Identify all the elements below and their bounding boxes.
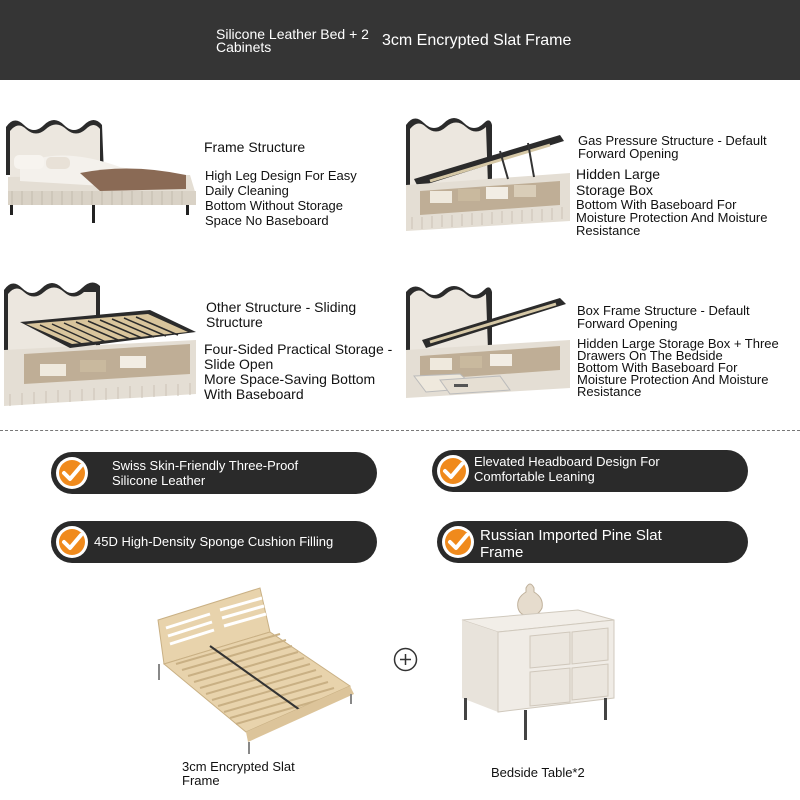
bed-sliding-slats-image bbox=[0, 270, 200, 415]
slat-frame-product-image bbox=[150, 582, 360, 757]
badge-label: 45D High-Density Sponge Cushion Filling bbox=[94, 534, 334, 549]
feature-desc: Hidden Large Storage Box Bottom With Baseboard For Moisture Protection And Moisture Resistance bbox=[576, 166, 768, 238]
bed-box-drawers-image bbox=[400, 280, 575, 410]
feature-frame-structure bbox=[0, 105, 400, 235]
feature-gas-pressure bbox=[400, 105, 800, 238]
bedside-table-product-image bbox=[458, 580, 618, 745]
slat-frame-title: 3cm Encrypted Slat Frame bbox=[382, 32, 572, 49]
badge-label: Elevated Headboard Design For Comfortable Leaning bbox=[474, 454, 660, 484]
feature-desc: High Leg Design For Easy Daily Cleaning Bottom Without Storage Space No Baseboard bbox=[205, 168, 357, 228]
feature-sliding-structure bbox=[0, 270, 400, 420]
feature-title: Box Frame Structure - Default Forward Opening bbox=[577, 303, 750, 331]
badge-label: Swiss Skin-Friendly Three-Proof Silicone Leather bbox=[112, 458, 299, 488]
plus-icon bbox=[393, 647, 418, 672]
feature-desc: Four-Sided Practical Storage - Slide Open More Space-Saving Bottom With Baseboard bbox=[204, 341, 393, 402]
check-badge-icon bbox=[55, 456, 89, 490]
check-badge-icon bbox=[441, 525, 475, 559]
feature-box-frame bbox=[400, 280, 800, 420]
feature-title: Frame Structure bbox=[204, 139, 306, 155]
feature-title: Gas Pressure Structure - Default Forward Opening bbox=[578, 133, 767, 161]
section-divider bbox=[0, 430, 800, 431]
feature-title: Other Structure - Sliding Structure bbox=[206, 299, 357, 330]
bedside-table-label: Bedside Table*2 bbox=[491, 765, 585, 780]
header-bar bbox=[0, 0, 800, 80]
bed-high-leg-image bbox=[0, 105, 200, 230]
badge-headboard bbox=[432, 450, 748, 492]
check-badge-icon bbox=[436, 454, 470, 488]
bed-set-title: Silicone Leather Bed + 2 Cabinets bbox=[216, 26, 369, 55]
badge-label: Russian Imported Pine Slat Frame bbox=[480, 527, 662, 561]
badge-sponge bbox=[51, 521, 377, 563]
check-badge-icon bbox=[55, 525, 89, 559]
slat-frame-label: 3cm Encrypted Slat Frame bbox=[182, 759, 295, 788]
badge-leather bbox=[51, 452, 377, 494]
feature-desc: Hidden Large Storage Box + Three Drawers On The Bedside Bottom With Baseboard For Moisture Protection And Moisture Resistance bbox=[577, 336, 779, 399]
bed-gas-lift-image bbox=[400, 105, 575, 235]
badge-pine-slat bbox=[437, 521, 748, 563]
